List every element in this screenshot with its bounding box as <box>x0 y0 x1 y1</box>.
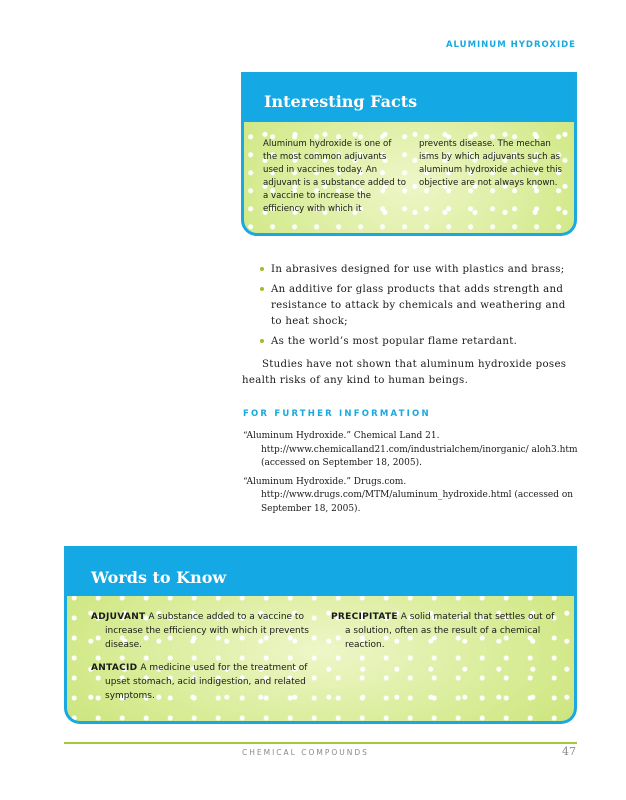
glossary-entry <box>91 610 321 652</box>
reference-item: “Aluminum Hydroxide.” Chemical Land 21. http://www.chemicalland21.com/industrialchem/inorganic/ aloh3.htm (accessed on September 18, 2005). <box>243 431 578 468</box>
glossary-definition: A medicine used for the treatment of upset stomach, acid indigestion, and related symptoms. <box>105 663 308 701</box>
bullet-item: In abrasives designed for use with plastics and brass; <box>260 262 578 278</box>
bullet-item: An additive for glass products that adds strength and resistance to attack by chemicals and weathering and to heat shock; <box>260 282 578 330</box>
words-to-know-header <box>67 546 574 596</box>
footer-book-title: CHEMICAL COMPOUNDS <box>242 748 369 757</box>
words-column-1 <box>91 610 321 712</box>
glossary-definition: A substance added to a vaccine to increase the efficiency with which it prevents disease. <box>105 612 309 650</box>
reference-item: “Aluminum Hydroxide.” Drugs.com. http://www.drugs.com/MTM/aluminum_hydroxide.html (accessed on September 18, 2005). <box>243 476 574 514</box>
words-to-know-box <box>64 546 577 724</box>
words-column-2 <box>331 610 556 661</box>
glossary-entry <box>331 610 556 652</box>
page-number: 47 <box>562 745 576 758</box>
bullet-list <box>260 262 578 354</box>
footer-rule <box>64 742 577 744</box>
interesting-facts-title: Interesting Facts <box>264 92 418 111</box>
facts-column-1: Aluminum hydroxide is one of the most common adjuvants used in vaccines today. An adjuvant is a substance added to a vaccine to increase the efficiency with which it <box>263 139 407 214</box>
interesting-facts-box <box>241 72 577 236</box>
glossary-term: PRECIPITATE <box>331 612 398 622</box>
reference-list <box>243 430 579 521</box>
facts-column-2: prevents disease. The mechan isms by which adjuvants such as aluminum hydroxide achieve this objective are not always known. <box>419 139 563 188</box>
glossary-entry <box>91 661 321 703</box>
body-paragraph: Studies have not shown that aluminum hydroxide poses health risks of any kind to human beings. <box>242 359 567 386</box>
further-information-heading: FOR FURTHER INFORMATION <box>243 409 431 419</box>
interesting-facts-header <box>244 72 574 122</box>
glossary-term: ADJUVANT <box>91 612 146 622</box>
glossary-term: ANTACID <box>91 663 138 673</box>
words-to-know-title: Words to Know <box>91 568 227 587</box>
glossary-definition: A solid material that settles out of a solution, often as the result of a chemical reaction. <box>345 612 555 650</box>
running-head: ALUMINUM HYDROXIDE <box>445 40 576 50</box>
bullet-item: As the world’s most popular flame retardant. <box>260 334 578 350</box>
